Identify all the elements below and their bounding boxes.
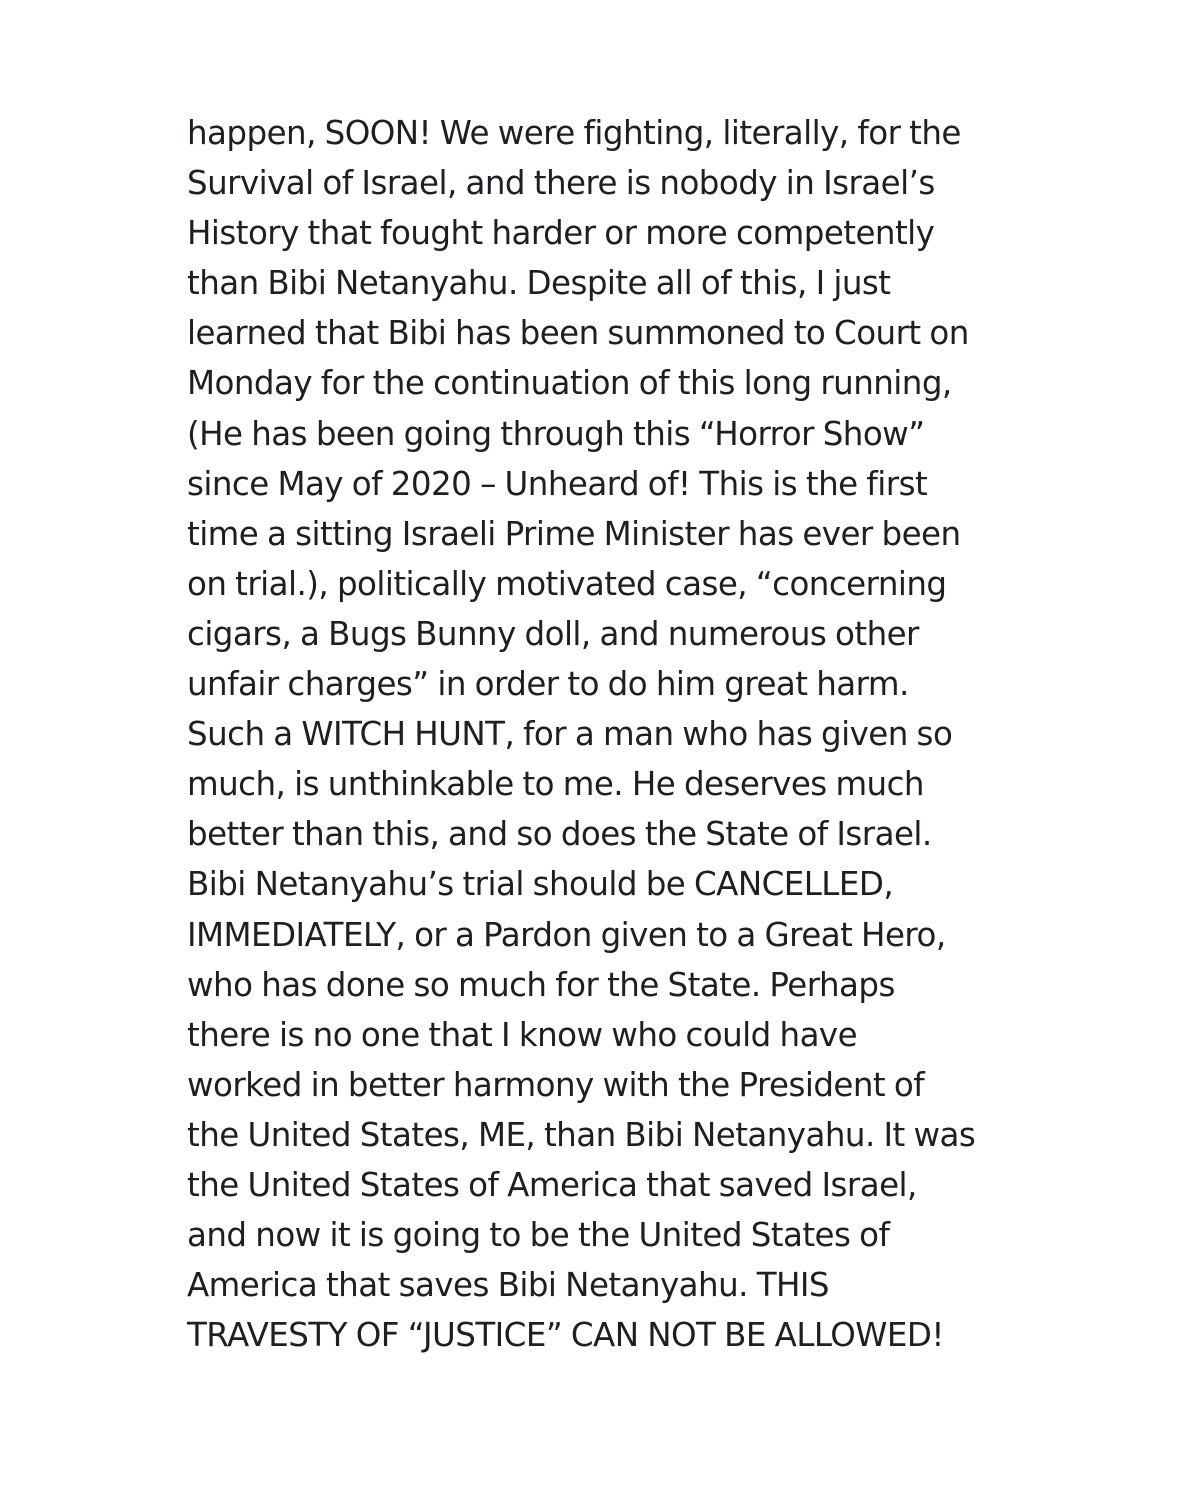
post-line: on trial.), politically motivated case, “concerning	[187, 564, 947, 603]
post-line: (He has been going through this “Horror Show”	[187, 414, 925, 453]
post-line: better than this, and so does the State of Israel.	[187, 815, 932, 854]
post-body	[187, 108, 1067, 1360]
post-line: and now it is going to be the United States of	[187, 1216, 890, 1255]
post-line: than Bibi Netanyahu. Despite all of this, I just	[187, 264, 891, 303]
post-line: the United States, ME, than Bibi Netanyahu. It was	[187, 1115, 976, 1154]
post-line: Such a WITCH HUNT, for a man who has given so	[187, 715, 953, 754]
post-line: America that saves Bibi Netanyahu. THIS	[187, 1266, 830, 1305]
post-line: History that fought harder or more competently	[187, 214, 935, 253]
post-line: Monday for the continuation of this long running,	[187, 364, 952, 403]
post-line: much, is unthinkable to me. He deserves much	[187, 765, 924, 804]
post-line: Survival of Israel, and there is nobody in Israel’s	[187, 164, 935, 203]
post-line: learned that Bibi has been summoned to Court on	[187, 314, 969, 353]
post-line: unfair charges” in order to do him great harm.	[187, 665, 909, 704]
post-line: there is no one that I know who could have	[187, 1015, 858, 1054]
post-line: worked in better harmony with the President of	[187, 1065, 925, 1104]
post-line: happen, SOON! We were fighting, literally, for the	[187, 114, 961, 152]
post-line: cigars, a Bugs Bunny doll, and numerous other	[187, 614, 919, 653]
post-line: TRAVESTY OF “JUSTICE” CAN NOT BE ALLOWED!	[187, 1316, 944, 1355]
post-line: the United States of America that saved Israel,	[187, 1165, 917, 1204]
post-line: time a sitting Israeli Prime Minister has ever been	[187, 514, 961, 553]
post-line: IMMEDIATELY, or a Pardon given to a Great Hero,	[187, 915, 946, 954]
post-line: who has done so much for the State. Perhaps	[187, 965, 895, 1004]
post-line: since May of 2020 – Unheard of! This is the first	[187, 464, 928, 503]
post-line: Bibi Netanyahu’s trial should be CANCELLED,	[187, 865, 894, 904]
